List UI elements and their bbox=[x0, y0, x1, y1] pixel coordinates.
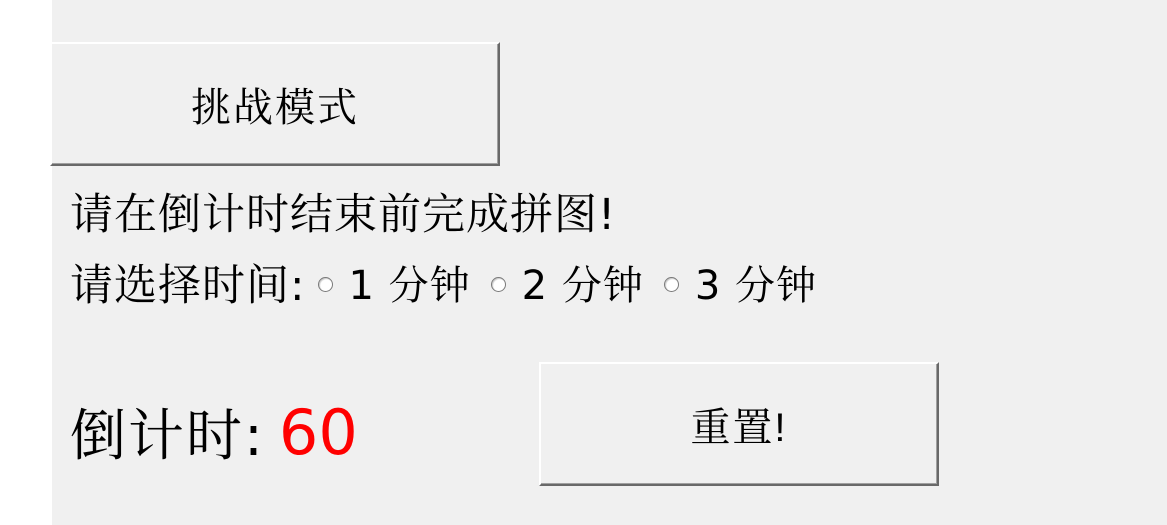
time-option-label: 1 分钟 bbox=[348, 262, 471, 309]
time-select-label: 请选择时间: bbox=[70, 260, 306, 311]
time-option-1-min[interactable] bbox=[318, 254, 471, 311]
radio-button[interactable] bbox=[491, 277, 506, 292]
time-option-label: 3 分钟 bbox=[694, 262, 818, 309]
countdown-label: 倒计时: bbox=[70, 404, 265, 469]
countdown-value: 60 bbox=[278, 395, 358, 469]
time-select-group bbox=[70, 252, 837, 312]
radio-button[interactable] bbox=[664, 277, 679, 292]
challenge-mode-button[interactable]: 挑战模式 bbox=[50, 42, 500, 166]
time-option-3-min[interactable] bbox=[664, 254, 817, 311]
radio-button[interactable] bbox=[318, 277, 333, 292]
instruction-text: 请在倒计时结束前完成拼图! bbox=[70, 190, 617, 240]
reset-button[interactable]: 重置! bbox=[539, 362, 939, 486]
countdown-display bbox=[70, 392, 358, 472]
time-option-2-min[interactable] bbox=[491, 254, 644, 311]
time-option-label: 2 分钟 bbox=[521, 262, 644, 309]
